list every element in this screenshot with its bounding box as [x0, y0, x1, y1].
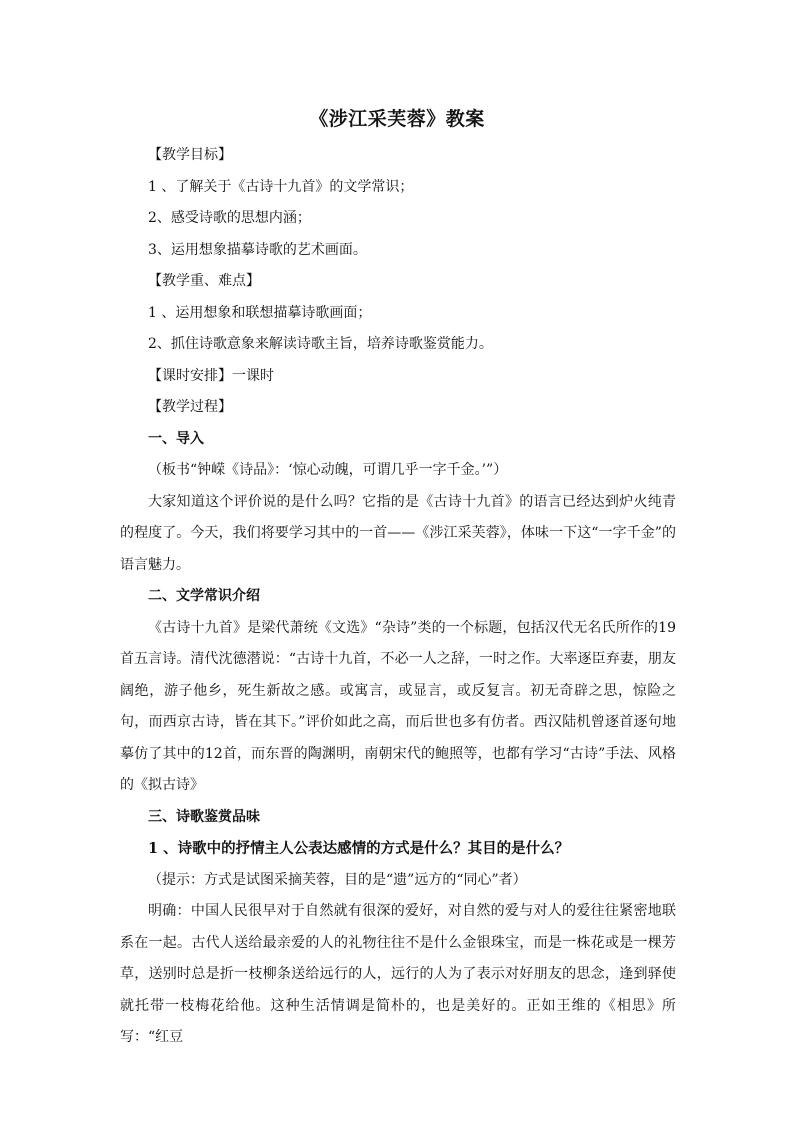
appreciation-hint: （提示：方式是试图采摘芙蓉，目的是“遗”远方的“同心”者）: [148, 871, 527, 888]
key-points-heading: 【教学重、难点】: [148, 273, 260, 289]
document-title: 《涉江采芙蓉》教案: [309, 108, 485, 130]
objective-item: 1 、了解关于《古诗十九首》的文学常识；: [148, 178, 414, 195]
section-heading-appreciation: 三、诗歌鉴赏品味: [148, 808, 260, 825]
objectives-heading: 【教学目标】: [148, 147, 232, 163]
board-note: （板书“钟嵘《诗品》：‘惊心动魄，可谓几乎一字千金。’”）: [148, 462, 508, 478]
objective-item: 3、运用想象描摹诗歌的艺术画面。: [148, 241, 367, 258]
schedule-line: 【课时安排】一课时: [148, 367, 274, 384]
intro-paragraph: 大家知道这个评价说的是什么吗？它指的是《古诗十九首》的语言已经达到炉火纯青的程度了。今天，我们将要学习其中的一首——《涉江采芙蓉》，体味一下这“一字千金”的语言魅力。: [120, 493, 676, 573]
key-point-item: 1 、运用想象和联想描摹诗歌画面；: [148, 304, 372, 321]
section-heading-intro: 一、导入: [148, 430, 204, 447]
objective-item: 2、感受诗歌的思想内涵；: [148, 210, 311, 226]
key-point-item: 2、抓住诗歌意象来解读诗歌主旨，培养诗歌鉴赏能力。: [148, 336, 493, 352]
appreciation-question: 1 、诗歌中的抒情主人公表达感情的方式是什么？其目的是什么？: [148, 840, 570, 857]
literature-paragraph: 《古诗十九首》是梁代萧统《文选》“杂诗”类的一个标题，包括汉代无名氏所作的19首五言诗。清代沈德潜说：“古诗十九首，不必一人之辞，一时之作。大率逐臣弃妻，朋友阔绝，游子他乡，死生新故之感。或寓言，或显言，或反复言。初无奇辟之思，惊险之句，而西京古诗，皆在其下。”评价如此之高，而后世也多有仿者。西汉陆机曾逐首逐句地摹仿了其中的12首，而东晋的陶渊明，南朝宋代的鲍照等，也都有学习“古诗”手法、风格的《拟古诗》: [120, 619, 676, 793]
process-heading: 【教学过程】: [148, 399, 232, 415]
document-body: [120, 140, 676, 1054]
section-heading-literature: 二、文学常识介绍: [148, 588, 260, 604]
appreciation-answer: 明确：中国人民很早对于自然就有很深的爱好，对自然的爱与对人的爱往往紧密地联系在一起。古代人送给最亲爱的人的礼物往往不是什么金银珠宝，而是一株花或是一棵芳草，送别时总是折一枝柳条送给远行的人，远行的人为了表示对好朋友的思念，逢到驿使就托带一枝梅花给他。这种生活情调是简朴的，也是美好的。正如王维的《相思》所写：“红豆: [120, 903, 676, 1045]
